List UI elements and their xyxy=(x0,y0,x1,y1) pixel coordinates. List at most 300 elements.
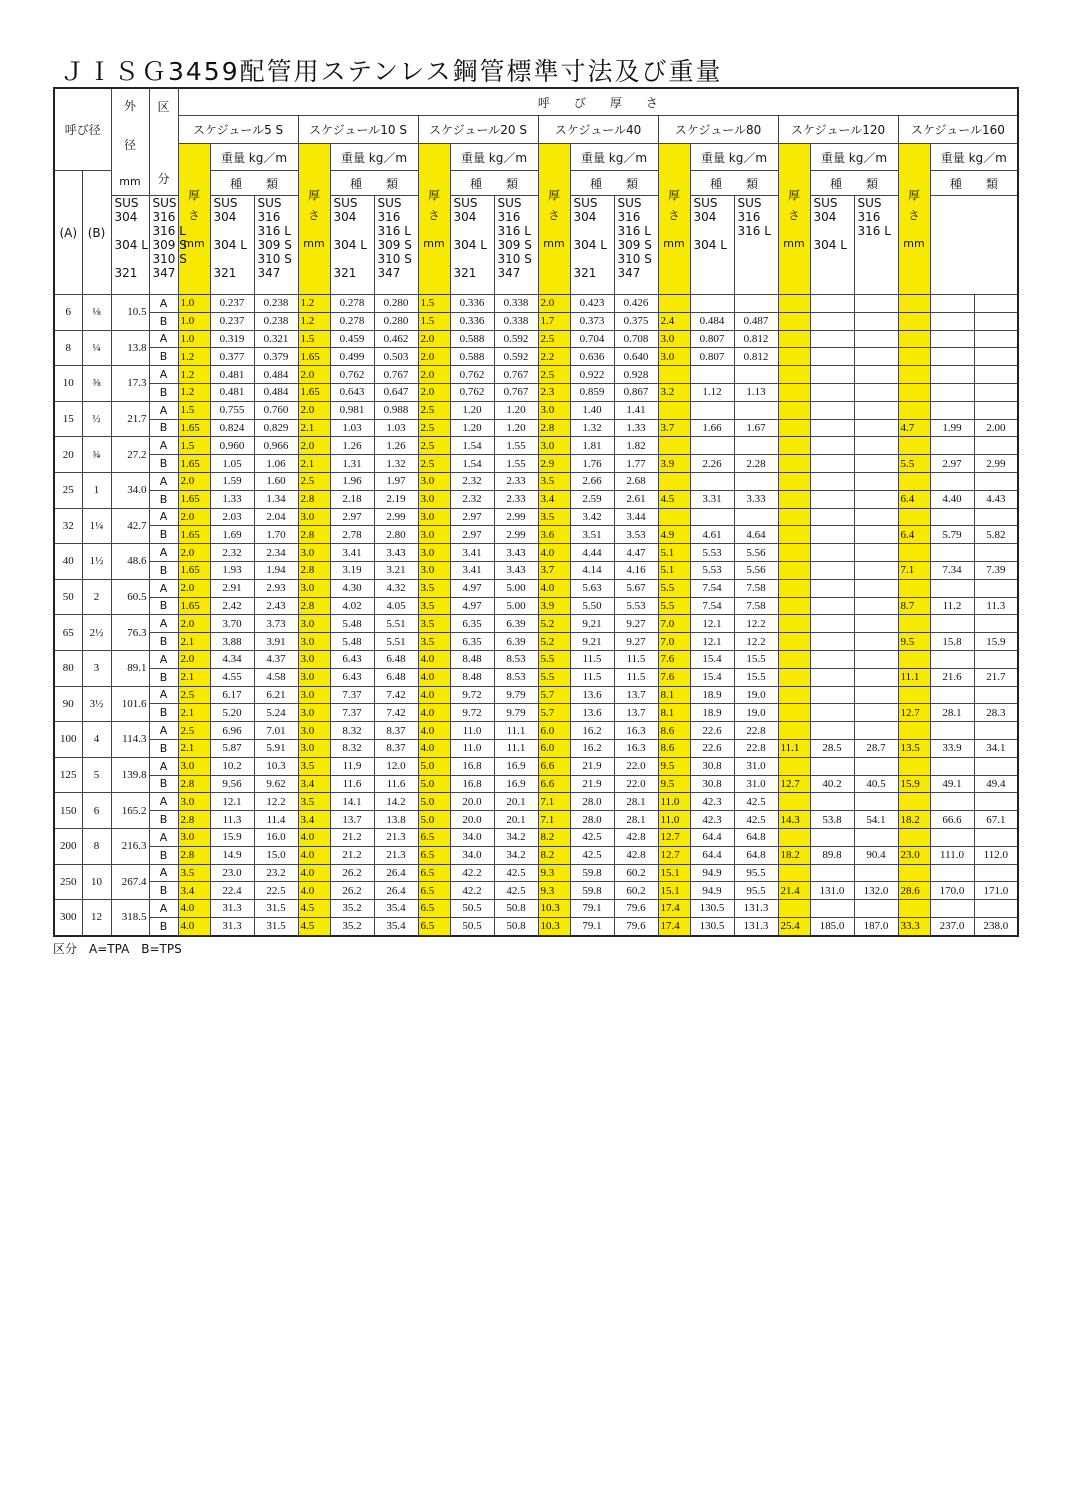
nominal-b: 3 xyxy=(82,650,111,686)
weight-sus304: 42.3 xyxy=(690,793,734,811)
weight-sus316 xyxy=(974,615,1018,633)
thickness-value: 5.5 xyxy=(658,597,690,615)
thickness-value: 1.5 xyxy=(298,330,330,348)
thickness-value: 3.5 xyxy=(418,615,450,633)
class-code: B xyxy=(149,561,178,579)
weight-sus304: 26.2 xyxy=(330,882,374,900)
weight-sus304: 4.30 xyxy=(330,579,374,597)
thickness-unit: mm xyxy=(543,236,565,250)
thickness-value: 3.9 xyxy=(538,597,570,615)
weight-sus316: 2.99 xyxy=(374,508,418,526)
thickness-value xyxy=(898,615,930,633)
thickness-value xyxy=(898,579,930,597)
weight-sus304: 50.5 xyxy=(450,917,494,935)
class-code: A xyxy=(149,579,178,597)
thickness-value: 2.1 xyxy=(178,633,210,651)
weight-sus304: 11.6 xyxy=(330,775,374,793)
class-code: B xyxy=(149,633,178,651)
weight-sus316: 4.47 xyxy=(614,544,658,562)
thickness-value: 8.7 xyxy=(898,597,930,615)
thickness-value: 12.7 xyxy=(658,846,690,864)
nominal-b: ¾ xyxy=(82,437,111,473)
weight-sus304 xyxy=(810,472,854,490)
thickness-value: 2.0 xyxy=(418,330,450,348)
weight-sus316: 1.70 xyxy=(254,526,298,544)
weight-sus316: 1.34 xyxy=(254,490,298,508)
header-material-304: SUS 304 304 L 321 xyxy=(111,196,149,295)
thickness-value xyxy=(778,508,810,526)
weight-sus316 xyxy=(854,526,898,544)
weight-sus304: 2.32 xyxy=(210,544,254,562)
weight-sus316 xyxy=(854,864,898,882)
nominal-a: 200 xyxy=(54,828,82,864)
thickness-value: 1.2 xyxy=(178,366,210,384)
weight-sus316: 60.2 xyxy=(614,882,658,900)
weight-sus316: 35.4 xyxy=(374,900,418,918)
class-code: A xyxy=(149,437,178,455)
thickness-value: 3.0 xyxy=(658,348,690,366)
weight-sus304: 130.5 xyxy=(690,900,734,918)
weight-sus316 xyxy=(974,330,1018,348)
weight-sus316: 21.3 xyxy=(374,846,418,864)
header-material-316: SUS 316 316 L xyxy=(854,196,898,295)
weight-sus316: 22.5 xyxy=(254,882,298,900)
thickness-value: 2.4 xyxy=(658,312,690,330)
thickness-value: 2.8 xyxy=(298,597,330,615)
thickness-value: 1.65 xyxy=(178,597,210,615)
weight-sus304 xyxy=(810,793,854,811)
thickness-value: 10.3 xyxy=(538,917,570,935)
table-row xyxy=(54,401,1018,419)
weight-sus316: 2.04 xyxy=(254,508,298,526)
weight-sus304: 2.97 xyxy=(330,508,374,526)
weight-sus316 xyxy=(854,437,898,455)
weight-sus304: 3.41 xyxy=(450,544,494,562)
header-material-304: SUS 304 304 L 321 xyxy=(210,196,254,295)
page-title: ＪＩＳＧ3459配管用ステンレス鋼管標準寸法及び重量 xyxy=(60,57,723,86)
weight-sus304: 0.237 xyxy=(210,312,254,330)
class-code: B xyxy=(149,846,178,864)
thickness-value: 12.7 xyxy=(658,828,690,846)
header-nominal: 呼び径 xyxy=(54,88,111,171)
class-code: A xyxy=(149,330,178,348)
weight-sus304: 11.5 xyxy=(570,650,614,668)
weight-sus304: 64.4 xyxy=(690,846,734,864)
thickness-value: 3.5 xyxy=(178,864,210,882)
thickness-value: 15.1 xyxy=(658,882,690,900)
class-code: A xyxy=(149,793,178,811)
weight-sus304: 12.1 xyxy=(690,633,734,651)
weight-sus304: 1.93 xyxy=(210,561,254,579)
weight-sus316: 2.34 xyxy=(254,544,298,562)
thickness-value xyxy=(778,526,810,544)
weight-sus304 xyxy=(930,472,974,490)
header-material-304: SUS 304 304 L 321 xyxy=(330,196,374,295)
header-thickness xyxy=(418,144,450,295)
thickness-value: 1.0 xyxy=(178,330,210,348)
outer-diameter: 60.5 xyxy=(111,579,149,615)
nominal-b: 1¼ xyxy=(82,508,111,544)
thickness-value: 5.2 xyxy=(538,615,570,633)
weight-sus316: 6.48 xyxy=(374,650,418,668)
thickness-value: 4.7 xyxy=(898,419,930,437)
pipe-dimension-table xyxy=(53,87,1019,937)
weight-sus316 xyxy=(974,348,1018,366)
weight-sus316: 0.640 xyxy=(614,348,658,366)
thickness-value: 2.3 xyxy=(538,383,570,401)
header-material-316: SUS 316 316 309 310 347 xyxy=(149,196,178,295)
weight-sus316: 15.0 xyxy=(254,846,298,864)
header-size-b: (B) xyxy=(82,171,111,295)
thickness-value: 1.2 xyxy=(178,383,210,401)
weight-sus304: 1.54 xyxy=(450,437,494,455)
weight-sus304: 2.26 xyxy=(690,455,734,473)
thickness-value: 1.65 xyxy=(178,561,210,579)
weight-sus316: 1.82 xyxy=(614,437,658,455)
weight-sus304: 8.32 xyxy=(330,739,374,757)
table-row xyxy=(54,900,1018,918)
weight-sus316: 11.6 xyxy=(374,775,418,793)
weight-sus304: 1.05 xyxy=(210,455,254,473)
weight-sus304: 40.2 xyxy=(810,775,854,793)
class-code: B xyxy=(149,775,178,793)
thickness-value xyxy=(898,295,930,313)
thickness-value xyxy=(778,401,810,419)
weight-sus304: 16.8 xyxy=(450,775,494,793)
weight-sus304: 94.9 xyxy=(690,864,734,882)
weight-sus316: 31.5 xyxy=(254,917,298,935)
weight-sus316: 1.20 xyxy=(494,401,538,419)
thickness-value: 12.7 xyxy=(778,775,810,793)
outer-diameter: 34.0 xyxy=(111,472,149,508)
header-material-316: SUS 316 316 L xyxy=(734,196,778,295)
header-material-316: SUS 316 316 L 309 S 310 S 347 xyxy=(494,196,538,295)
header-kind: 種 類 xyxy=(690,171,778,196)
weight-sus304: 0.859 xyxy=(570,383,614,401)
weight-sus316: 132.0 xyxy=(854,882,898,900)
class-code: A xyxy=(149,650,178,668)
table-row xyxy=(54,917,1018,935)
thickness-value: 8.1 xyxy=(658,686,690,704)
thickness-value xyxy=(778,793,810,811)
weight-sus316: 95.5 xyxy=(734,864,778,882)
weight-sus304: 1.96 xyxy=(330,472,374,490)
thickness-value xyxy=(898,312,930,330)
weight-sus304: 9.21 xyxy=(570,633,614,651)
header-weight: 重量 kg／m xyxy=(690,144,778,171)
weight-sus316: 4.37 xyxy=(254,650,298,668)
weight-sus304 xyxy=(690,508,734,526)
thickness-value: 7.0 xyxy=(658,615,690,633)
weight-sus304: 16.8 xyxy=(450,757,494,775)
header-schedule: スケジュール80 xyxy=(658,116,778,144)
weight-sus304: 13.7 xyxy=(330,811,374,829)
weight-sus316: 0.321 xyxy=(254,330,298,348)
thickness-value: 2.1 xyxy=(298,419,330,437)
nominal-a: 50 xyxy=(54,579,82,615)
thickness-value xyxy=(778,419,810,437)
weight-sus304 xyxy=(810,668,854,686)
thickness-value xyxy=(778,544,810,562)
thickness-value: 5.5 xyxy=(658,579,690,597)
weight-sus316: 13.8 xyxy=(374,811,418,829)
weight-sus304: 5.48 xyxy=(330,615,374,633)
weight-sus316: 0.503 xyxy=(374,348,418,366)
weight-sus304: 2.59 xyxy=(570,490,614,508)
weight-sus316 xyxy=(974,828,1018,846)
weight-sus304: 7.37 xyxy=(330,704,374,722)
weight-sus304 xyxy=(810,526,854,544)
weight-sus304 xyxy=(930,757,974,775)
outer-diameter: 76.3 xyxy=(111,615,149,651)
thickness-value: 1.65 xyxy=(178,490,210,508)
thickness-value xyxy=(778,579,810,597)
weight-sus316: 35.4 xyxy=(374,917,418,935)
weight-sus316: 0.812 xyxy=(734,348,778,366)
thickness-value xyxy=(778,900,810,918)
nominal-b: 10 xyxy=(82,864,111,900)
weight-sus316: 22.0 xyxy=(614,775,658,793)
thickness-value: 3.0 xyxy=(658,330,690,348)
weight-sus304: 2.32 xyxy=(450,472,494,490)
table-row xyxy=(54,419,1018,437)
weight-sus304: 11.0 xyxy=(450,739,494,757)
weight-sus316: 7.01 xyxy=(254,722,298,740)
weight-sus304: 21.6 xyxy=(930,668,974,686)
nominal-a: 65 xyxy=(54,615,82,651)
weight-sus316 xyxy=(974,900,1018,918)
header-weight: 重量 kg／m xyxy=(810,144,898,171)
weight-sus316: 12.2 xyxy=(254,793,298,811)
thickness-value: 25.4 xyxy=(778,917,810,935)
weight-sus304: 2.78 xyxy=(330,526,374,544)
thickness-value: 8.6 xyxy=(658,739,690,757)
table-row xyxy=(54,383,1018,401)
weight-sus304: 4.44 xyxy=(570,544,614,562)
weight-sus304: 1.32 xyxy=(570,419,614,437)
weight-sus304: 0.481 xyxy=(210,383,254,401)
weight-sus304: 11.9 xyxy=(330,757,374,775)
thickness-value xyxy=(898,650,930,668)
weight-sus316: 4.32 xyxy=(374,579,418,597)
weight-sus316: 0.928 xyxy=(614,366,658,384)
weight-sus316 xyxy=(854,490,898,508)
weight-sus316: 9.79 xyxy=(494,686,538,704)
weight-sus316: 16.0 xyxy=(254,828,298,846)
thickness-value: 6.5 xyxy=(418,882,450,900)
thickness-value: 4.0 xyxy=(298,846,330,864)
header-material-304: SUS 304 304 L 321 xyxy=(570,196,614,295)
weight-sus304: 26.2 xyxy=(330,864,374,882)
weight-sus316: 1.13 xyxy=(734,383,778,401)
weight-sus304: 14.9 xyxy=(210,846,254,864)
thickness-value: 7.6 xyxy=(658,668,690,686)
thickness-value: 2.2 xyxy=(538,348,570,366)
header-material-316: SUS 316 316 L 309 S 310 S 347 xyxy=(254,196,298,295)
weight-sus316 xyxy=(854,419,898,437)
weight-sus304: 18.9 xyxy=(690,686,734,704)
thickness-value: 6.5 xyxy=(418,917,450,935)
weight-sus304: 6.35 xyxy=(450,615,494,633)
table-row xyxy=(54,366,1018,384)
weight-sus316: 1.32 xyxy=(374,455,418,473)
weight-sus304 xyxy=(930,508,974,526)
weight-sus316 xyxy=(974,366,1018,384)
weight-sus316: 9.27 xyxy=(614,615,658,633)
thickness-value: 5.0 xyxy=(418,757,450,775)
thickness-value: 9.5 xyxy=(658,775,690,793)
nominal-b: ⅛ xyxy=(82,295,111,331)
thickness-value: 4.5 xyxy=(298,917,330,935)
nominal-a: 25 xyxy=(54,472,82,508)
weight-sus304 xyxy=(930,686,974,704)
class-code: B xyxy=(149,348,178,366)
weight-sus316 xyxy=(854,668,898,686)
weight-sus316: 13.7 xyxy=(614,686,658,704)
thickness-value: 5.1 xyxy=(658,561,690,579)
thickness-value: 3.5 xyxy=(418,633,450,651)
weight-sus304 xyxy=(810,579,854,597)
thickness-value: 2.1 xyxy=(298,455,330,473)
weight-sus304 xyxy=(930,722,974,740)
thickness-value xyxy=(898,686,930,704)
thickness-value: 3.0 xyxy=(418,526,450,544)
nominal-b: ⅜ xyxy=(82,366,111,402)
weight-sus304: 0.807 xyxy=(690,348,734,366)
weight-sus304: 3.70 xyxy=(210,615,254,633)
weight-sus316: 4.58 xyxy=(254,668,298,686)
thickness-value: 4.0 xyxy=(298,864,330,882)
weight-sus304: 12.1 xyxy=(690,615,734,633)
thickness-value xyxy=(898,472,930,490)
table-row xyxy=(54,330,1018,348)
thickness-value xyxy=(898,437,930,455)
nominal-a: 80 xyxy=(54,650,82,686)
weight-sus316: 0.487 xyxy=(734,312,778,330)
header-thickness xyxy=(658,144,690,295)
class-code: B xyxy=(149,455,178,473)
weight-sus304: 0.423 xyxy=(570,295,614,313)
weight-sus304: 21.2 xyxy=(330,828,374,846)
thickness-value xyxy=(898,900,930,918)
table-row xyxy=(54,793,1018,811)
thickness-value: 3.0 xyxy=(298,544,330,562)
weight-sus316 xyxy=(854,828,898,846)
thickness-label: 厚さ xyxy=(546,188,561,229)
weight-sus316 xyxy=(854,312,898,330)
weight-sus316: 42.8 xyxy=(614,828,658,846)
weight-sus304: 6.17 xyxy=(210,686,254,704)
weight-sus316: 0.375 xyxy=(614,312,658,330)
weight-sus304: 5.79 xyxy=(930,526,974,544)
table-row xyxy=(54,490,1018,508)
footnote: 区分 A=TPA B=TPS xyxy=(53,942,182,956)
thickness-value: 2.0 xyxy=(178,472,210,490)
thickness-value: 3.0 xyxy=(298,579,330,597)
weight-sus304: 4.34 xyxy=(210,650,254,668)
weight-sus304: 12.1 xyxy=(210,793,254,811)
thickness-value: 3.4 xyxy=(178,882,210,900)
weight-sus316: 2.80 xyxy=(374,526,418,544)
weight-sus316: 1.94 xyxy=(254,561,298,579)
weight-sus304: 3.42 xyxy=(570,508,614,526)
thickness-label: 厚さ xyxy=(306,188,321,229)
weight-sus316: 0.280 xyxy=(374,295,418,313)
weight-sus304 xyxy=(810,828,854,846)
thickness-value: 1.65 xyxy=(178,526,210,544)
weight-sus316: 5.53 xyxy=(614,597,658,615)
weight-sus304: 22.6 xyxy=(690,722,734,740)
weight-sus316: 5.82 xyxy=(974,526,1018,544)
weight-sus316 xyxy=(974,722,1018,740)
weight-sus316 xyxy=(854,401,898,419)
thickness-value: 2.0 xyxy=(538,295,570,313)
weight-sus316 xyxy=(854,330,898,348)
thickness-value: 4.0 xyxy=(178,917,210,935)
weight-sus316: 131.3 xyxy=(734,900,778,918)
class-code: B xyxy=(149,312,178,330)
thickness-value: 4.0 xyxy=(418,704,450,722)
weight-sus316: 0.462 xyxy=(374,330,418,348)
weight-sus304: 11.0 xyxy=(450,722,494,740)
thickness-value: 17.4 xyxy=(658,900,690,918)
thickness-value: 3.0 xyxy=(298,704,330,722)
thickness-value xyxy=(778,668,810,686)
weight-sus316: 0.760 xyxy=(254,401,298,419)
nominal-a: 15 xyxy=(54,401,82,437)
weight-sus304 xyxy=(690,437,734,455)
thickness-value: 5.1 xyxy=(658,544,690,562)
thickness-value: 2.0 xyxy=(178,544,210,562)
weight-sus304: 13.6 xyxy=(570,704,614,722)
nominal-b: 5 xyxy=(82,757,111,793)
thickness-value: 11.1 xyxy=(778,739,810,757)
weight-sus316 xyxy=(854,757,898,775)
weight-sus316: 0.338 xyxy=(494,312,538,330)
thickness-value: 2.8 xyxy=(178,846,210,864)
weight-sus304: 0.373 xyxy=(570,312,614,330)
thickness-unit: mm xyxy=(903,236,925,250)
thickness-value: 1.65 xyxy=(178,455,210,473)
weight-sus316: 21.3 xyxy=(374,828,418,846)
weight-sus304: 3.41 xyxy=(450,561,494,579)
weight-sus304: 1.20 xyxy=(450,401,494,419)
header-class xyxy=(149,88,178,196)
weight-sus316: 95.5 xyxy=(734,882,778,900)
weight-sus304: 5.50 xyxy=(570,597,614,615)
weight-sus304 xyxy=(930,401,974,419)
weight-sus304: 3.31 xyxy=(690,490,734,508)
thickness-value xyxy=(778,722,810,740)
table-row xyxy=(54,544,1018,562)
weight-sus316: 4.64 xyxy=(734,526,778,544)
thickness-value: 12.7 xyxy=(898,704,930,722)
thickness-value: 3.5 xyxy=(298,757,330,775)
weight-sus316 xyxy=(734,437,778,455)
weight-sus316: 0.484 xyxy=(254,383,298,401)
header-kind: 種 類 xyxy=(930,171,1018,196)
weight-sus304: 0.459 xyxy=(330,330,374,348)
table-row xyxy=(54,757,1018,775)
weight-sus316: 26.4 xyxy=(374,882,418,900)
weight-sus304: 0.960 xyxy=(210,437,254,455)
weight-sus316: 14.2 xyxy=(374,793,418,811)
nominal-a: 300 xyxy=(54,900,82,936)
thickness-value: 2.0 xyxy=(298,437,330,455)
weight-sus316: 40.5 xyxy=(854,775,898,793)
weight-sus304: 6.35 xyxy=(450,633,494,651)
weight-sus316 xyxy=(974,401,1018,419)
